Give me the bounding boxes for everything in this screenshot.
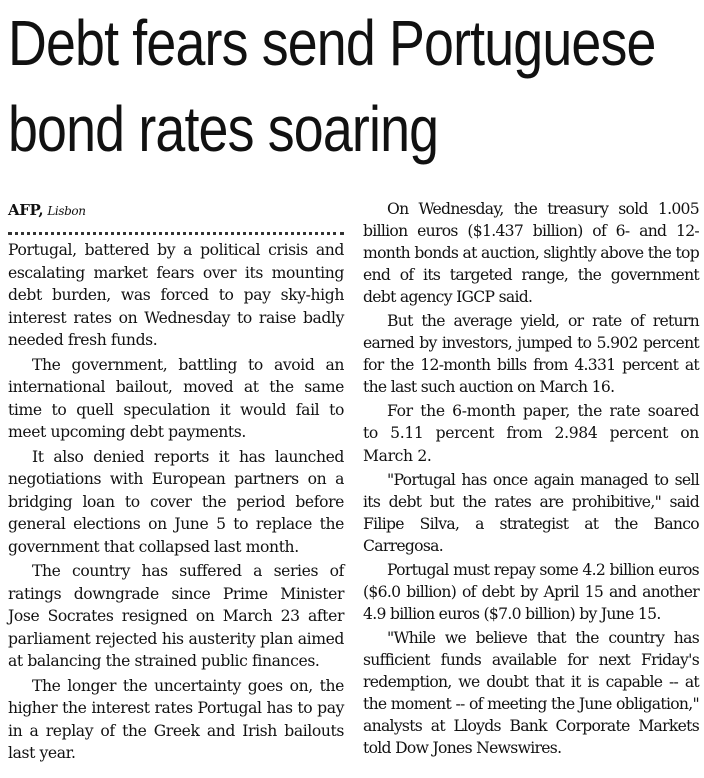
byline-divider — [8, 222, 344, 235]
byline-agency: AFP, — [8, 201, 44, 219]
byline — [8, 198, 344, 222]
left-column — [8, 198, 344, 767]
paragraph: For the 6-month paper, the rate soared to 5.11 percent from 2.984 percent on March 2. — [363, 402, 699, 465]
paragraph: Portugal, battered by a political crisis and escalating market fears over its mounting debt burden, was forced to pay sky-high interest rates on Wednesday to raise badly needed fresh funds. — [8, 241, 344, 349]
paragraph: The government, battling to avoid an international bailout, moved at the same time to quell speculation it would fail to meet upcoming debt payments. — [8, 355, 344, 441]
paragraph: The longer the uncertainty goes on, the higher the interest rates Portugal has to pay in a replay of the Greek and Irish bailouts last year. — [8, 676, 344, 762]
paragraph: On Wednesday, the treasury sold 1.005 billion euros ($1.437 billion) of 6- and 12-month bonds at auction, slightly above the top end of its targeted range, the government debt agency IGCP said. — [363, 200, 699, 307]
paragraph: It also denied reports it has launched negotiations with European partners on a bridging loan to cover the period before general elections on June 5 to replace the government that collapsed last month. — [8, 447, 344, 556]
paragraph: Portugal must repay some 4.2 billion euros ($6.0 billion) of debt by April 15 and another 4.9 billion euros ($7.0 billion) by June 15. — [363, 560, 699, 623]
paragraph: The country has suffered a series of ratings downgrade since Prime Minister Jose Socrates resigned on March 23 after parliament rejected his austerity plan aimed at balancing the strained public finances. — [8, 562, 344, 670]
byline-place: Lisbon — [47, 204, 86, 218]
paragraph: "Portugal has once again managed to sell its debt but the rates are prohibitive," said Filipe Silva, a strategist at the Banco Carregosa. — [363, 470, 699, 555]
right-column — [363, 198, 699, 761]
paragraph: But the average yield, or rate of return earned by investors, jumped to 5.902 percent for the 12-month bills from 4.331 percent at the last such auction on March 16. — [363, 312, 699, 397]
headline: Debt fears send Portuguese bond rates soaring — [8, 7, 656, 165]
paragraph: "While we believe that the country has sufficient funds available for next Friday's redemption, we doubt that it is capable -- at the moment -- of meeting the June obligation," analysts at Lloyds Bank Corporate Markets told Dow Jones Newswires. — [363, 628, 699, 758]
